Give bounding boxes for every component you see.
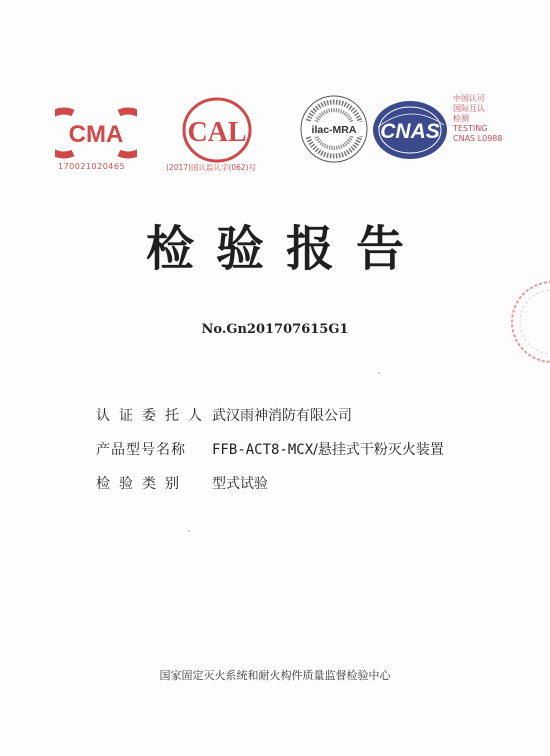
cma-number: 170021020465 bbox=[58, 162, 126, 171]
field-value bbox=[212, 439, 444, 459]
field-product bbox=[96, 432, 444, 466]
cal-mark-text: CAL bbox=[187, 117, 247, 148]
field-label: 检验类别 bbox=[96, 476, 188, 492]
field-value: 武汉雨神消防有限公司 bbox=[212, 408, 352, 424]
cnas-line: 检测 bbox=[453, 114, 469, 123]
field-client bbox=[96, 398, 444, 432]
cnas-line: TESTING bbox=[453, 124, 488, 133]
report-info bbox=[96, 398, 444, 500]
product-model-name: /悬挂式干粉灭火装置 bbox=[313, 442, 444, 458]
cal-caption: (2017)国认监认字(062)号 bbox=[166, 163, 257, 172]
cma-mark-text: CMA bbox=[68, 121, 124, 148]
cal-logo bbox=[165, 95, 270, 165]
field-label: 产品型号名称 bbox=[96, 442, 186, 458]
field-label: 认证委托人 bbox=[96, 408, 211, 424]
field-category bbox=[96, 466, 444, 500]
ilac-mark-text: ilac-MRA bbox=[311, 124, 357, 136]
cnas-line: CNAS L0988 bbox=[453, 134, 503, 143]
cma-logo bbox=[55, 105, 137, 160]
cnas-mark-text: CNAS bbox=[380, 120, 440, 143]
product-model-code: FFB-ACT8-MCX bbox=[212, 442, 314, 458]
scan-speck bbox=[378, 372, 380, 374]
cnas-accreditation-text bbox=[453, 94, 502, 144]
issuing-organization: 国家固定灭火系统和耐火构件质量监督检验中心 bbox=[159, 669, 391, 682]
scan-speck bbox=[188, 530, 190, 532]
red-seal-stamp bbox=[510, 275, 550, 370]
report-title: 检验报告 bbox=[145, 221, 426, 277]
cnas-logo bbox=[370, 97, 450, 163]
ilac-mra-logo bbox=[298, 93, 370, 165]
cnas-line: 中国认可 bbox=[453, 94, 485, 103]
field-value: 型式试验 bbox=[212, 476, 268, 492]
report-number: No.Gn201707615G1 bbox=[201, 322, 349, 337]
cnas-line: 国际互认 bbox=[453, 104, 485, 113]
